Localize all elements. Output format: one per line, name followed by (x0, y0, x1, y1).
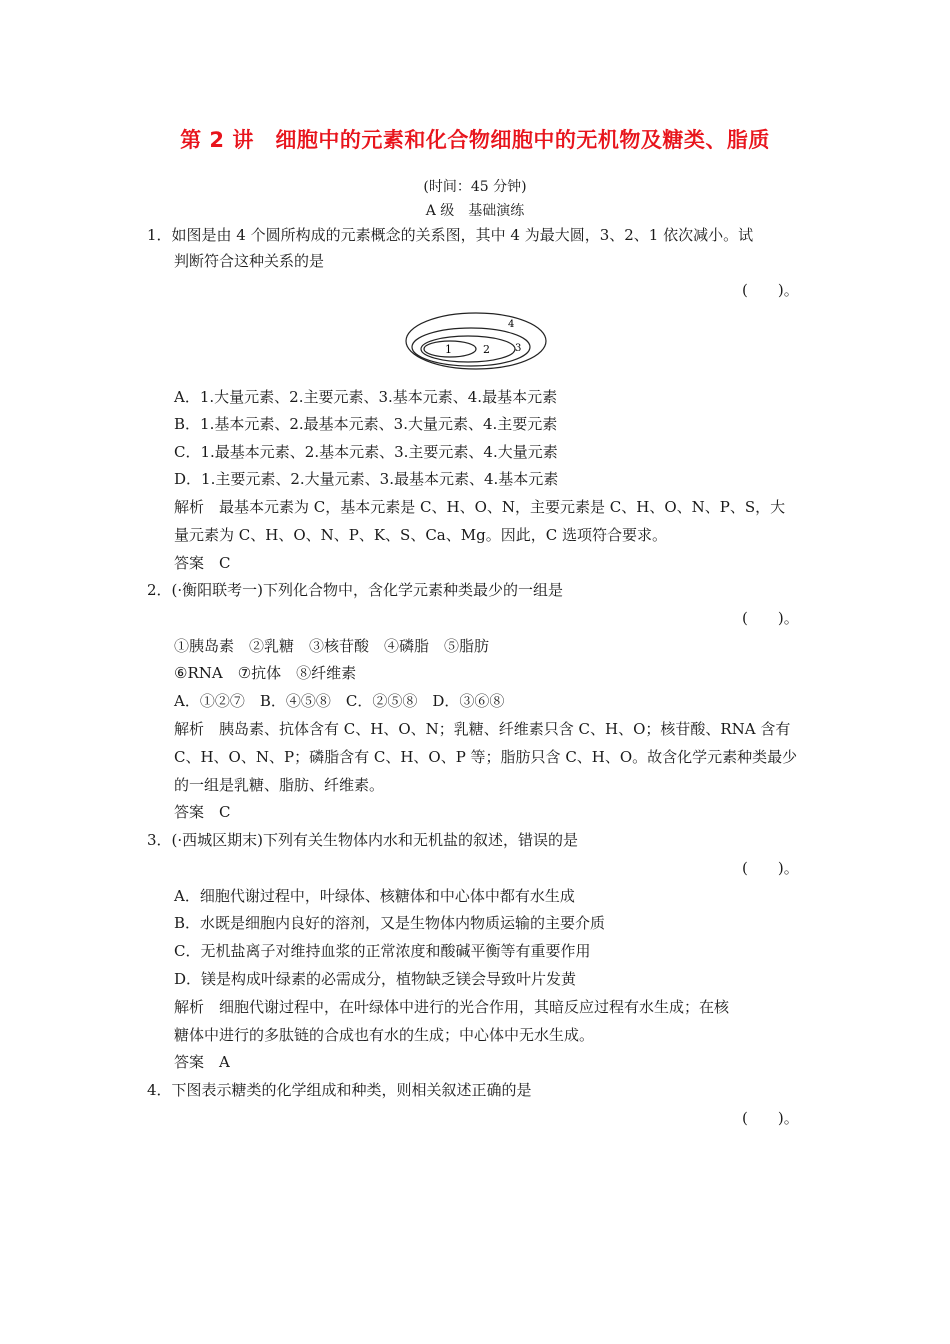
circle-2 (421, 336, 515, 362)
circle-3 (412, 328, 530, 366)
q1-stem-line1: 1．如图是由 4 个圆所构成的元素概念的关系图，其中 4 为最大圆，3、2、1 依次减小。试 (147, 226, 754, 244)
q1-stem-line2: 判断符合这种关系的是 (174, 252, 325, 270)
q2-items-line2: ⑥RNA ⑦抗体 ⑧纤维素 (174, 664, 357, 682)
q2-answer: 答案 C (174, 803, 231, 821)
q3-option-b: B．水既是细胞内良好的溶剂，又是生物体内物质运输的主要介质 (174, 914, 606, 932)
diagram-label-1: 1 (445, 343, 452, 356)
level-heading: A 级 基础演练 (425, 203, 525, 219)
q3-option-d: D．镁是构成叶绿素的必需成分，植物缺乏镁会导致叶片发黄 (174, 970, 577, 988)
page-title: 第 2 讲 细胞中的元素和化合物细胞中的无机物及糖类、脂质 (180, 128, 770, 152)
q4-stem: 4．下图表示糖类的化学组成和种类，则相关叙述正确的是 (147, 1081, 532, 1099)
time-limit: (时间：45 分钟) (423, 179, 527, 195)
element-relationship-diagram (405, 312, 547, 370)
q3-answer: 答案 A (174, 1053, 230, 1071)
q3-stem: 3．(·西城区期末)下列有关生物体内水和无机盐的叙述，错误的是 (147, 831, 579, 849)
q1-answer-blank: ( )。 (742, 281, 799, 299)
q2-analysis-line1: 解析 胰岛素、抗体含有 C、H、O、N；乳糖、纤维素只含 C、H、O；核苷酸、RNA 含有 (174, 720, 791, 738)
q1-option-b: B．1.基本元素、2.最基本元素、3.大量元素、4.主要元素 (174, 415, 558, 433)
q1-answer: 答案 C (174, 554, 231, 572)
diagram-label-2: 2 (483, 343, 490, 356)
q2-analysis-line2: C、H、O、N、P；磷脂含有 C、H、O、P 等；脂肪只含 C、H、O。故含化学元素种类最少 (174, 748, 798, 766)
q1-option-c: C．1.最基本元素、2.基本元素、3.主要元素、4.大量元素 (174, 443, 558, 461)
q3-analysis-line1: 解析 细胞代谢过程中，在叶绿体中进行的光合作用，其暗反应过程有水生成；在核 (174, 998, 730, 1016)
q3-answer-blank: ( )。 (742, 859, 799, 877)
q1-analysis-line2: 量元素为 C、H、O、N、P、K、S、Ca、Mg。因此，C 选项符合要求。 (174, 526, 667, 544)
q1-analysis-line1: 解析 最基本元素为 C，基本元素是 C、H、O、N，主要元素是 C、H、O、N、P、S，大 (174, 498, 786, 516)
q2-stem: 2．(·衡阳联考一)下列化合物中，含化学元素种类最少的一组是 (147, 581, 564, 599)
q3-analysis-line2: 糖体中进行的多肽链的合成也有水的生成；中心体中无水生成。 (174, 1026, 595, 1044)
diagram-label-3: 3 (515, 343, 522, 354)
q4-answer-blank: ( )。 (742, 1109, 799, 1127)
q3-option-c: C．无机盐离子对维持血浆的正常浓度和酸碱平衡等有重要作用 (174, 942, 591, 960)
q1-option-d: D．1.主要元素、2.大量元素、3.最基本元素、4.基本元素 (174, 470, 559, 488)
q2-items-line1: ①胰岛素 ②乳糖 ③核苷酸 ④磷脂 ⑤脂肪 (174, 637, 490, 655)
circle-4 (406, 313, 546, 369)
q3-option-a: A．细胞代谢过程中，叶绿体、核糖体和中心体中都有水生成 (174, 887, 575, 905)
q1-option-a: A．1.大量元素、2.主要元素、3.基本元素、4.最基本元素 (174, 388, 558, 406)
q2-answer-blank: ( )。 (742, 609, 799, 627)
q2-analysis-line3: 的一组是乳糖、脂肪、纤维素。 (174, 776, 385, 794)
q2-options: A．①②⑦ B．④⑤⑧ C．②⑤⑧ D．③⑥⑧ (174, 692, 505, 710)
diagram-label-4: 4 (508, 319, 515, 330)
